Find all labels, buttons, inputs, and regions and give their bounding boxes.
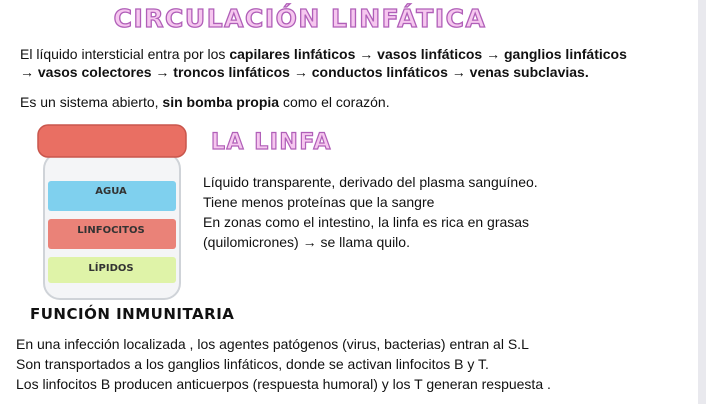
lymph-description [203,172,538,252]
system-text-post: como el corazón. [279,94,390,110]
immune-line: En una infección localizada , los agentes patógenos (virus, bacterias) entran al S.L [16,336,529,352]
intro-text: El líquido intersticial entra por los [20,46,230,62]
page-title: CIRCULACIÓN LINFÁTICA [113,4,487,33]
lymph-line: Tiene menos proteínas que la sangre [203,194,435,210]
lymph-line: (quilomicrones) → se llama quilo. [203,234,410,250]
intro-path-2: → vasos colectores → troncos linfáticos → conductos linfáticos → venas subclavias. [20,64,589,80]
section-title-linfa: LA LINFA [211,130,332,155]
immune-description [16,334,551,394]
intro-path-1: capilares linfáticos → vasos linfáticos → ganglios linfáticos [229,46,627,62]
immune-line: Son transportados a los ganglios linfáticos, donde se activan linfocitos B y T. [16,356,489,372]
lymph-line: Líquido transparente, derivado del plasma sanguíneo. [203,174,538,190]
lymph-jar-illustration [34,123,190,301]
jar-lid [38,125,186,157]
intro-paragraph [20,45,627,81]
immune-heading: FUNCIÓN INMUNITARIA [30,305,235,323]
system-text-bold: sin bomba propia [162,94,280,110]
immune-line: Los linfocitos B producen anticuerpos (respuesta humoral) y los T generan respuesta . [16,376,551,392]
jar-label-linfocitos: LINFOCITOS [77,225,145,236]
jar-label-agua: AGUA [95,186,127,197]
scrollbar-track[interactable] [698,0,706,404]
lymph-line: En zonas como el intestino, la linfa es rica en grasas [203,214,530,230]
system-paragraph [20,93,390,111]
system-text-pre: Es un sistema abierto, [20,94,163,110]
jar-label-lipidos: LÍPIDOS [88,263,134,274]
